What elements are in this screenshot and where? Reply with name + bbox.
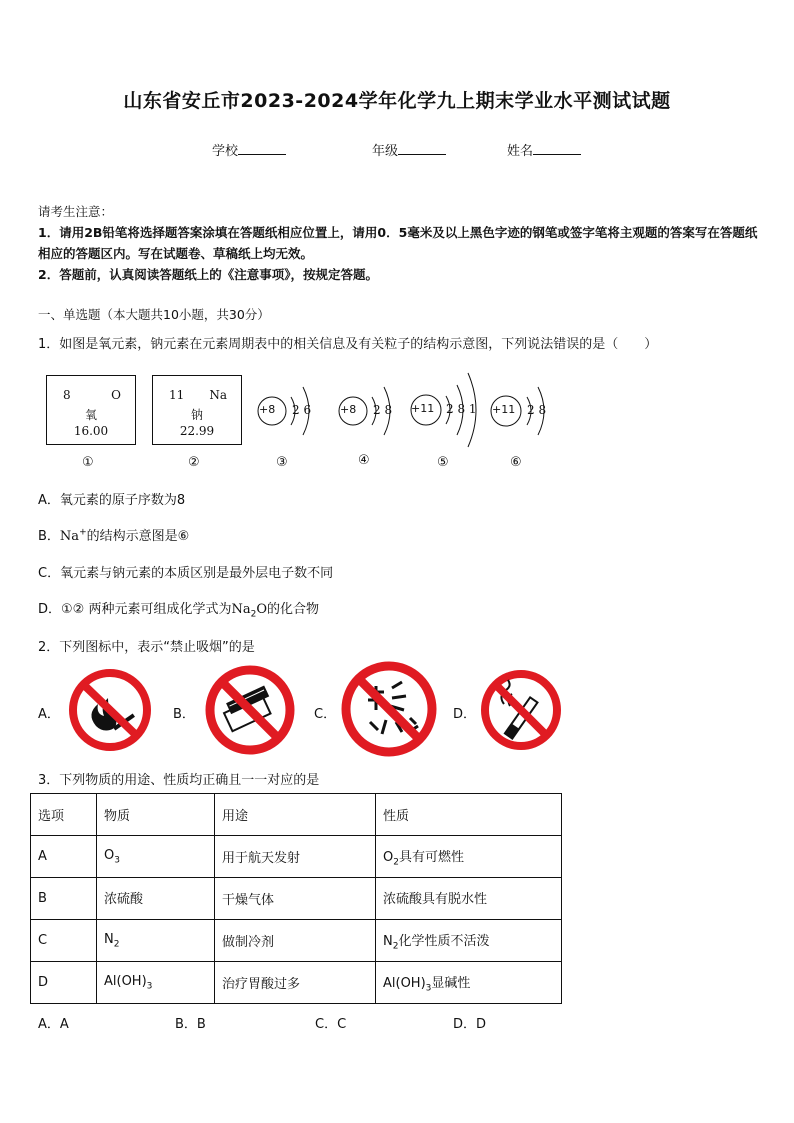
grade-blank [398, 142, 446, 155]
table-cell: A [31, 836, 97, 878]
school-blank [238, 142, 286, 155]
name-label: 姓名 [507, 144, 534, 159]
question-1-stem: 1．如图是氧元素，钠元素在元素周期表中的相关信息及有关粒子的结构示意图，下列说法错误的是（ ） [38, 337, 658, 352]
electron-shells: 2 6 [292, 403, 312, 417]
q1-option-a: A．氧元素的原子序数为8 [38, 493, 186, 508]
q2-label-d: D． [453, 707, 477, 722]
q3-answer-b: B．B [175, 1017, 206, 1032]
figure-label-5: ⑤ [437, 455, 449, 470]
figure-label-6: ⑥ [510, 455, 522, 470]
notice-item-2: 2．答题前，认真阅读答题纸上的《注意事项》，按规定答题。 [38, 267, 378, 282]
table-cell: 用于航天发射 [215, 836, 376, 878]
table-cell: $O_3$ [97, 836, 215, 878]
table-cell: 浓硫酸 [97, 878, 215, 920]
name-blank [533, 142, 581, 155]
table-cell: 浓硫酸具有脱水性 [376, 878, 562, 920]
no-matches-icon [202, 664, 298, 756]
school-field [212, 140, 286, 159]
grade-label: 年级 [372, 144, 399, 159]
element-name: 氧 [84, 408, 97, 422]
question-2-stem: 2．下列图标中，表示“禁止吸烟”的是 [38, 640, 255, 655]
table-header-cell: 选项 [31, 794, 97, 836]
table-row [31, 878, 562, 920]
table-cell: 治疗胃酸过多 [215, 962, 376, 1004]
q1-option-d: D．①② 两种元素可组成化学式为$Na_2O$的化合物 [38, 602, 320, 620]
table-cell: B [31, 878, 97, 920]
q2-label-a: A． [38, 707, 60, 722]
table-cell: $Al(OH)_3$ [97, 962, 215, 1004]
figure-label-3: ③ [276, 455, 288, 470]
table-cell: C [31, 920, 97, 962]
figure-label-1: ① [82, 455, 94, 470]
school-label: 学校 [212, 144, 239, 159]
atomic-mass: 22.99 [179, 424, 215, 438]
q2-label-c: C． [314, 707, 337, 722]
element-box-oxygen [46, 375, 136, 445]
atom-diagram-5 [408, 363, 488, 453]
notice-heading: 请考生注意： [38, 204, 114, 219]
q3-answer-c: C．C [315, 1017, 347, 1032]
atom-diagram-4 [336, 375, 406, 445]
no-open-flame-icon [66, 668, 154, 752]
table-cell: $Al(OH)_3$显碱性 [376, 962, 562, 1004]
table-cell: $N_2$化学性质不活泼 [376, 920, 562, 962]
no-fireworks-icon [340, 660, 438, 758]
notice-item-1: 1．请用2B铅笔将选择题答案涂填在答题纸相应位置上，请用0．5毫米及以上黑色字迹的钢笔或签字笔将主观题的答案写在答题纸相应的答题区内。写在试题卷、草稿纸上均无效。 [38, 225, 758, 261]
nucleus-charge: +11 [411, 402, 435, 415]
table-row [31, 836, 562, 878]
table-cell: 做制冷剂 [215, 920, 376, 962]
no-smoking-icon [478, 668, 564, 752]
nucleus-charge: +8 [340, 403, 357, 416]
table-cell: $N_2$ [97, 920, 215, 962]
q1-option-b: B．Na+的结构示意图是⑥ [38, 527, 190, 544]
nucleus-charge: +8 [259, 403, 276, 416]
electron-shells: 2 8 1 [446, 402, 477, 416]
atomic-number: 11 [169, 388, 185, 402]
table-header-cell: 用途 [215, 794, 376, 836]
element-symbol: O [111, 388, 121, 402]
table-header-cell: 物质 [97, 794, 215, 836]
electron-shells: 2 8 [373, 403, 393, 417]
table-header-row [31, 794, 562, 836]
table-cell: D [31, 962, 97, 1004]
page-title: 山东省安丘市2023-2024学年化学九上期末学业水平测试试题 [123, 90, 671, 112]
nucleus-charge: +11 [492, 403, 516, 416]
q3-table [30, 793, 562, 1004]
table-row [31, 962, 562, 1004]
element-symbol: Na [209, 388, 227, 402]
question-3-stem: 3．下列物质的用途、性质均正确且一一对应的是 [38, 773, 320, 788]
q1-option-c: C．氧元素与钠元素的本质区别是最外层电子数不同 [38, 566, 334, 581]
atomic-number: 8 [63, 388, 71, 402]
q2-label-b: B． [173, 707, 195, 722]
electron-shells: 2 8 [527, 403, 547, 417]
name-field [507, 140, 581, 159]
q3-answer-d: D．D [453, 1017, 487, 1032]
table-header-cell: 性质 [376, 794, 562, 836]
element-name: 钠 [190, 408, 203, 422]
q3-answer-a: A．A [38, 1017, 69, 1032]
atom-diagram-3 [255, 375, 325, 445]
table-cell: 干燥气体 [215, 878, 376, 920]
grade-field [372, 140, 446, 159]
element-box-sodium [152, 375, 242, 445]
table-cell: $O_2$具有可燃性 [376, 836, 562, 878]
figure-label-4: ④ [358, 453, 370, 468]
atom-diagram-6 [489, 375, 559, 445]
notice-block [38, 201, 762, 285]
atomic-mass: 16.00 [73, 424, 109, 438]
table-row [31, 920, 562, 962]
section-heading: 一、单选题（本大题共10小题，共30分） [38, 307, 270, 322]
figure-label-2: ② [188, 455, 200, 470]
